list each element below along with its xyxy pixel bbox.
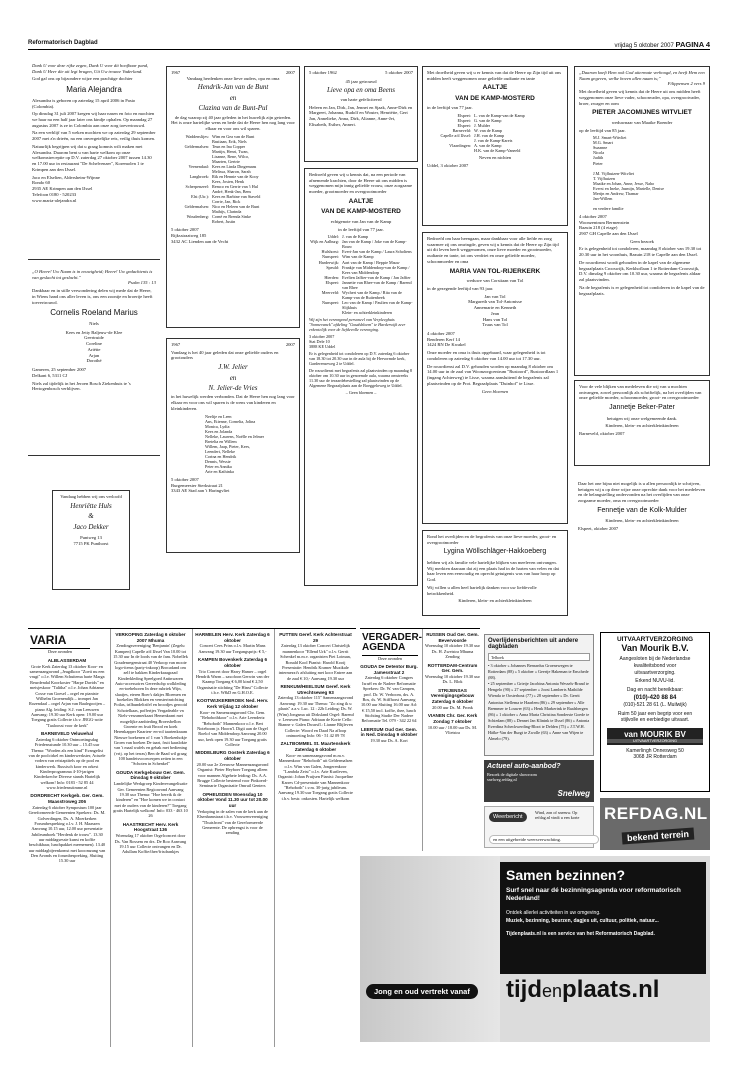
family-row: Elspeet: J. Mulder: [457, 123, 491, 129]
family-member: Suzanne: [593, 145, 608, 151]
agenda-title: VERGADER- AGENDA: [362, 632, 423, 653]
family-member: Margareth van Tol-Antonisse: [468, 299, 522, 305]
family-member: Willem, Jaap, Pieter, Kees,: [205, 443, 251, 449]
family-row: Elspeet: Jannette van Rhee-van de Kamp / Barend van Rhee: [325, 279, 412, 290]
refdag-ad[interactable]: [600, 798, 710, 850]
agenda-item-heading: RUSSEN Oud Ger. Gem. Bevervoorde: [426, 632, 479, 643]
family-row: Harderwijk: Aart van de Kamp / Beppie Mauw: [318, 259, 400, 265]
agenda-item-heading: ZALTBOMMEL St. Maartenskerk Zaterdag 6 oktober: [280, 741, 351, 753]
notice-maria-alejandra: Dank U voor deze rijke zegen, Dank U voor dit hoofbaar pand, Dank U Heer die uit legt brugen, Uit Uw trouwe Vaderland. God gaf ons op bijzondere wijze een prachtige dochter Maria Alejandra Alexandra is geboren op zaterdag 15 april 2006 in Pasto (Colombia). Op dinsdag 31 juli 2007 kregen wij haar nasen en foto en mochten we haar na een half jaar later ons kindje ophalen. Op maandag 27 augustus 2007 is ze in Colombia aan onze zorg toevertrouwd. Na een verblijf van 5 weken mochten we op zaterdag 29 september 2007 met z'n drieën, na een onvergetelijke reis, veilig thuis komen. Natuurlijk begrijpen wij dat u graag komnis wilt maken met Alexandra. Daarom bent u van harte welkom op onze welkomstreceptie op D.V. zaterdag 27 oktober 2007 tussen 14.30 en 17.00 uur in restaurant "De Schelvenaer", Koremolen 1 te Krimpen aan den IJssel. Jaco en Elselien, Aldersheim-Wijnne Rondo 60 2935 AE Krimpen aan den IJssel Telefoon 0180 - 520233 www.maria-alejandra.nl: [28, 60, 160, 260]
family-list: [427, 113, 563, 153]
tijdenplaats-ad[interactable]: Samen bezinnen? Surf snel naar dé bezinningsagenda voor reformatorisch Nederland! Ontdek allerlei activiteiten in uw omgeving. Muziek, bezinning, beurzen, dagjes uit, cultuur, politiek, natuur... Tijdenplaats.nl is een service van het Reformatorisch Dagblad. Jong en oud vertrekt vanaf tijdenplaats.nl: [360, 856, 710, 1042]
agenda-column-1: [360, 661, 418, 851]
vergader-agenda-section: [360, 628, 480, 854]
family-row: Speuld: Frankje van Middendorp-van de Kamp / Kees van Middendorp: [326, 264, 410, 275]
family-row: Martijn, Henri, Twan,: [212, 148, 249, 154]
agenda-item-text: Woensdag 17 oktober Orgelconcert door Ds. Van Rossem en drs. De Roo Aanvang 19.15 uur Collecte ontvangen en Dr. Adullam Koffie/thee/frisdrankjes: [114, 833, 187, 855]
ad-photo: [360, 856, 500, 1042]
notice-fennetje: Daar het one bijna niet mogelijk is u allen persoonlijk te schrijven, betuigen wij u op deze wijze onze oprechte dank voor het medeleven en de belangstelling ondervonden na het overlijden van onze zorgzame moeder, oma en overgrootmoeder Fennetje van de Kolk-Mulder Kinderen, klein- en achterkleinkinderen Elspeet, oktober 2007: [578, 481, 705, 532]
notice-aaltje: Bedroefd geven wij u kennis dat, na een periode van afnemende krachten, door de Heere uit ons midden is weggenomen mijn innig geliefde vrouw, onze zorgzame moeder, grootmoeder en overgrootmoeder AALTJE VAN DE KAMP-MOSTERD echtgenote van Jan van de Kamp in de leeftijd van 77 jaar. Uddel: J. van de Kamp Wijk en Aalburg: Jan van de Kamp / Joke van de Kamp-Bouw Hulshorst: Evert-Jan van de Kamp / Laura Scholtens Nunspeet: Wim van de Kamp Harderwijk: Aart van de Kamp / Beppie Mauw Speuld: Frankje van Middendorp-van de Kamp / Kees van Middendorp Hierden: Evelien Jaffier-van de Kamp / Jan Jaffier Elspeet: Jannette van Rhee-van de Kamp / Barend van Rhee Meerveld: Wychert van de Kamp / Rita van de Kamp-van de Ruitenbeek Nunspeet: Leo van de Kamp / Paulien van de Kamp-Slijkhuis Klein- en achterkleinkinderen Wij zijn het verzorgend personeel van Verpleeghuis "Sonnevanck" afdeling "Goudsbloem" te Harderwijk zeer erkentelijk voor de liefdevolle verzorging. 3 oktober 2007 Stat Dele 10 3888 KE Uddel Er is gelegenheid tot condoleren op D.V. zaterdag 6 oktober van 18.30 tot 20.30 uur in de aula bij de Hervormde kerk, Garderenseweg 2 te Uddel. De rouwdienst met begrafenis zal plaatsvinden op maandag 8 oktober om 10.30 uur in genoemde aula, waarna omstreeks 11.30 uur de teraardebestelling zal plaatsvinden op de Algemene Begraafplaats aan de Boeggeloweg te Uddel. – Geen bloemen –: [304, 168, 418, 586]
agenda-item-text: Koor- en samenzangavond m.m.v. Mannenkoor "Rehoboth" uit Geldermalsen o.l.v. Wim van Galen, Jongerenkoor "Lambda Zeist" o.l.v. Arie Kurtleven, Organist: Johan Pruijsen Pianist: Jacqueline Karres Cd-presentatie van Mannenkoor "Rehoboth" i.v.m. 30-jarig jubileum. Aanvang 19.30 uur Toegang gratis Collecte t.b.v. bestr. onkosten. Hartelijk welkom: [277, 752, 354, 801]
family-member: Ans, Etienne, Cornelia, Jolina: [205, 418, 256, 424]
family-member: Jan van Tol: [484, 293, 506, 299]
agenda-subtitle: Deze avonden: [362, 655, 418, 661]
family-row: Elspeet: L. van de Kamp-van de Kamp: [457, 113, 525, 119]
family-member: Judith: [593, 155, 604, 161]
tijdenplaats-logo: tijdenplaats.nl: [506, 976, 660, 1003]
family-row: Veenendaal: Kees en Linda Dingemans: [188, 164, 257, 170]
agenda-item-heading: PUTTEN Geref. Kerk Achterstraat 29: [279, 632, 352, 643]
family-row: Wijk en Aalburg: Jan van de Kamp / Joke van de Kamp-Bouw: [310, 239, 407, 250]
varia-column-3: [192, 629, 270, 1047]
agenda-item-text: 20.00 uur 2e Zeeuwse Mannenzangavond Organist: Pieter Heyboer Toegang alleen voor mannen Algeheie leiding: Ds. A.A. Brugge Collecte bestemd voor Pinkoerd-Seminarie Organisatie Omruil Genters: [196, 761, 269, 789]
weerbericht-ad[interactable]: Weerbericht Wind, zon of sneeuw. Op refdag.nl vindt u een korte en een uitgebreide weersverwachting.: [484, 806, 594, 848]
agenda-item-heading: HAASTRECHT Herv. Kerk Hoogstraat 136: [122, 821, 179, 833]
agenda-item-text: Landelijke Werkgroep Kinderevangelisatie Ger. Gemeenten Regioavond Aanvang 19.30 uur Thema: "Hoe bereik ik de kinderen" en "Hoe komen we in contact met de ouders van de kinderen?" Toegang gratis Hartelijk welkom! Info: 033 - 463 10 26: [113, 781, 188, 819]
family-row: André, Henk-Jan, Bens: [212, 189, 252, 195]
family-row: Langbroek: Rik en Hennie van de Kooy: [189, 174, 259, 180]
varia-title: VARIA: [30, 633, 67, 647]
family-member: Hans van Tol: [482, 316, 508, 322]
family-member: Maaike en Johan, Anne, Jesse, Naho: [593, 180, 655, 186]
notice-beens: 5 oktober 1962 5 oktober 2007 45 jaar getrouwd Lieve opa en oma Beens van harte gefeliciteerd Heleen en Jan, Dirk, Jan, Jennet en Sjaak, Anne-Dirk en Margreet, Johanna, Rudolf en Wouter, Henriëtte, Gert Jan, Annelieke, Anna, Dirk, Alianne, Anne-Jet, Elisabeth, Esther, Anneri.: [304, 66, 418, 162]
family-member: J.M. Vijfhuizen-Witvliet: [593, 170, 635, 176]
family-list: [171, 414, 295, 474]
family-member: Kees en Jolanda: [205, 428, 233, 434]
family-member: M.J. Smart-Witvliet: [593, 135, 627, 141]
van-mourik-ad: UITVAARTVERZORGING Van Mourik B.V. Aangesloten bij de Nederlandse kwaliteitsbond voor uitvaartverzorging. Erkend NUVU-lid. Dag en nacht bereikbaar: (010)-420 88 84 (010)-521 28 61 (L. Muilwijk) Ruim 50 jaar een begrip voor een stijlvolle en eerbiedige uitvaart. van MOURIK BV UITVAARTVERZORGING Kamerlingh Onnesweg 50 3068 JR Rotterdam: [600, 632, 710, 792]
family-member: Everst en Ineke, Jasmijn, Marielle, Denise: [593, 185, 664, 191]
page-date: vrijdag 5 oktober 2007 PAGINA 4: [614, 40, 710, 49]
family-row: Elspeet: G. van de Kamp: [457, 118, 502, 124]
snelweg-ad[interactable]: Actueel auto-aanbod? Bezoek de digitale showroom snelweg.refdag.nl Snelweg: [484, 760, 594, 802]
agenda-item-heading: GOUDA De Detentor Burg. Jamesstraat 2: [360, 664, 418, 675]
agenda-item-heading: ALBLASSERDAM: [47, 658, 87, 663]
paper-name: Reformatorisch Dagblad: [28, 40, 98, 46]
family-row: Melissa, Sharon, Sarah: [212, 169, 251, 175]
family-row: Capelle a/d IJssel: J.H. van de Kamp: [440, 133, 505, 139]
agenda-item-heading: MIDDELBURG Oosterk Zaterdag 6 oktober: [195, 750, 270, 762]
varia-subtitle: Deze avonden: [30, 648, 90, 654]
family-row: H.K. van de Kamp-Vaneeld: [474, 148, 521, 154]
refdag-tagline: bekend terrein: [622, 828, 695, 845]
family-member: en verdere familie: [593, 205, 624, 211]
notice-lygina: Rond het overlijden en de begrafenis van onze lieve moeder, groot- en overgrootmoeder Lygina Wöllschläger-Hakkoeberg hebben wij als familie vele hartelijke blijken van meeleven ontvangen. Wij merkten daaraan dat zij een plaats had in de harten van velen en dat haar leven een eenvoudig en oprecht getuigenis was van haar hoop op God. Wij willen u allen heel hartelijk danken voor uw liefdevolle betrokkenheid. Kinderen, klein- en achterkleinkinderen: [422, 530, 568, 616]
agenda-item-heading: ROTTERDAM-Centrum Ger. Gem.: [427, 662, 478, 674]
family-member: Nicola: [593, 150, 605, 156]
agenda-item-heading: RENKUM/HEELSUM Geref. Kerk Utrechtseweg 93: [280, 683, 351, 695]
page-header: [28, 40, 710, 50]
family-row: Waddenslijes: Wim en Gea van de Bunt: [185, 133, 255, 139]
agenda-item-heading: OPHEUSDEN Woensdag 10 oktober Vond 11.30 uur tot 20.00 uur: [197, 791, 268, 809]
agenda-item-text: 10.00 uur / 18.00 uur Ds. M. Vlietstra: [427, 724, 478, 736]
family-row: Nunspeet: Leo van de Kamp / Paulien van de Kamp-Slijkhuis: [322, 299, 413, 310]
agenda-item-text: Grote Kerk Zaterdag 13 oktober Koor- en samenzangavond „Jeugdkoor "Zoeti nu een vrugt" o.l.v. Willem Schuitema harte Marga Reurdendal Koorkoster "Harpe Davids" en meisjeskoor "Talitha" o.l.v. Johan Adrianse Cosse van Goesel – orgel en pianiste Wilhelm Groenendijk – trompet Jan Rozendaal – orgel Arjan van Baalegooijen – piano Alg. leiding: S.J. van Leeuwen Aanvang: 19.30 uur Kerk open: 19.00 uur Toegang gratis Collecte t.b.v. JBGG-actie "Taaloosst voor de kerk": [28, 663, 106, 728]
varia-column-1: [28, 655, 106, 1047]
family-member: Neeltje en Leen: [205, 413, 232, 419]
family-row: Maarten, Gertrie: [212, 159, 240, 164]
telboek-search-field[interactable]: Telboek: [488, 653, 590, 661]
agenda-item-text: Concert Cees Prins o.l.v. Martin Mans Aanvang 19.30 uur Toegangsprijs: € 5,-: [198, 643, 267, 654]
family-member: Truus van Tol: [482, 322, 508, 328]
family-row: Mathijs, Clarinda: [212, 209, 242, 215]
agenda-item-text: Zaterdag 6 oktober Symposium 100 jaar Gereformeerde Gemeenten Sprekers: Ds. M. Golverdingen, Ds. A. Moerkerken Forumbespreking o.l.v. J. H. Maaszen Aanvang 10.15 uur, 12.00 uur presentatie Jubileumboek "Herdenk de trouw". 13.30 uur middagsessie kunst en koffie beschikbaar, lunchpakket meenemen). 13.40 uur middagbijeenkomst met kooomzang van Den Avonds en forumbespreking. Sluiting 15.30 uur: [28, 804, 106, 864]
agenda-item-text: Zaterdag 13 oktober 115" Samenzangavond Aanvang: 19.30 uur Thema: "Zo zing ik u plaats" a.a.v. Luc. 12 : 22b Leiding: Ds. W. (Wim) Jongsma uit Dirksland Orgel: Barend v. Leeuwen Piano: Adriaan de Korte Cello: Bianne v. Galen Dwarsfl.: Lianne Blijleven Collecte: Woord en Daad Na afloop ontmoeting Info: 06 - 51 42 09 78: [277, 695, 354, 738]
family-row: Uddel: J. van de Kamp: [327, 234, 369, 240]
agenda-item-heading: VERKOPING Zaterdag 6 oktober 2007 Mhuma: [115, 632, 186, 643]
agenda-item-heading: DORDRECHT Kerkgeb. Ger. Gem. Maasstroweg 206: [30, 793, 104, 805]
agenda-column-2: [422, 629, 480, 851]
family-member: Jan-Willem: [593, 195, 613, 201]
family-row: Kees, Josien, Henk: [212, 179, 245, 185]
birth-name: Maria Alejandra: [66, 85, 122, 95]
family-member: Arie en Kathinka: [205, 468, 234, 474]
overlijden-box: Overlijdensberichten uit andere dagbladen Telboek • 3 oktober » Johannes Bernardus Groenewegen te Rotterdam (88) » 5 oktober » Geertje Hakeman te Enschede (88). • 25 september » Grietje Jacobina Antonia Wessels-Brand te Hengelo (90) » 27 september » Joost Lamberts Mathilde Wienda te Oosterhout (77) » 28 september » Dr. Gerrit Antonius Stellema te Haarlem (86) » 29 september » Alle Bremmer te Louwer (63) » Henk Markerink te Raalsbergen (86) » 1 oktober » Anna Maria Christina Sonderste Goede te Schiedam (88) » Dennet Jan Klinink te IJssel (86) » Antonia Everdina Scheckwerding-Bloot te Delden (75) » J.T.W.H. Häfke-Van der Burgt te Zwolle (63) » Anne van Wijen te Almelo (79).: [484, 634, 594, 756]
family-list: [171, 134, 295, 225]
van-mourik-logo: van MOURIK BV UITVAARTVERZORGING: [607, 728, 703, 745]
agenda-item-heading: BARNEVELD Veluwehal: [40, 731, 94, 737]
family-row: Geldermalsen: Teun en Ina Copper: [184, 143, 246, 149]
varia-section: [28, 628, 356, 1048]
varia-column-2: [110, 629, 188, 1047]
family-member: Dennis, Wessie: [205, 458, 231, 464]
agenda-item-heading: HARMELEN Herv. Kerk Zaterdag 6 oktober: [195, 632, 270, 643]
family-row: Meerveld: Wychert van de Kamp / Rita van de Kamp-van de Ruitenbeek: [321, 289, 402, 300]
agenda-item-text: Zaterdag 6 oktober Congres Israël en de Nadere Reformatie Sprekers: Dr. W. van Campen, prof. Dr. W. Verboom, drs. A. Bos, ds. W. Stiffhorst Aanvang 10.00 uur Sluiting 16.00 uur Ad: € 15,50 incl. koffie, thee, lunch Stichting Studie Der Nadere Reformatie Tel. 079 - 342 22 64: [361, 675, 417, 724]
notice-jannetje: Voor de vele blijken van medeleven die wij van u mochten ontvangen, zowel persoonlijk als schriftelijk, na het overlijden van onze geliefde moeder, schoonmoeder, groot- en overgrootmoeder Jannetje Beker-Pater betuigen wij onze welgemeende dank. Kinderen, klein- en achterkleinkinderen Barneveld, oktober 2007: [574, 380, 710, 466]
agenda-item-text: Zaterdag 13 oktober Concert Christelijk mannenkoor "Ellend Urk" o.l.v. Gerrit Schenkel m.m.v. organisten Piet Loiman, Ronald Kool Pianist: Harold Kooij Presentatie: Hendrik Kramer Muzikale intermezzi's afsluiting met koor Entree aan de zaal € 10,- Aanvang 19.30 uur: [278, 643, 353, 681]
family-row: Hierden: Evelien Jaffier-van de Kamp / Jan Jaffier: [324, 274, 411, 280]
family-list: [579, 135, 705, 210]
family-member: Leendert, Nelleke: [205, 448, 235, 454]
family-list: [309, 234, 413, 315]
notice-pieter: „Daarom koeft Hem ook God uitermate verhoogd, en heeft Hem een Naam gegeven, welke boven allen naam is;" Filippensen 2 vers 9 Met droefheid geven wij kennis dat de Heere uit ons midden heeft weggenomen onze lieve vader, schoonvader, opa, overgrootvader, broer, zwager en oom PIETER JACOMIJNES WITVLIET weduwnaar van Maaike Boender op de leeftijd van 85 jaar. M.J. Smart-Witvliet M.G. Smart Suzanne Nicola Judith Pieter J.M. Vijfhuizen-Witvliet T. Vijfhuizen Maaike en Johan, Anne, Jesse, Naho Everst en Ineke, Jasmijn, Marielle, Denise Merijn en Andrew, Thamar Jan-Willem en verdere familie 4 oktober 2007 Woonzentrum Bermenstein Bazuin 218 (4 etage) 2907 GH Capelle aan den IJssel Geen bezoek Er is gelegenheid tot condoleren, maandag 8 oktober van 19.30 tot 20.30 uur in het woonhuis, Bazuin 218 te Capelle aan den IJssel. De rouwdienst wordt gehouden in de kapel van de algemene begraafplaats Crooswijk, Kerkhoflaan 1 te Rotterdam-Crooswijk, D.V. dinsdag 9 oktober om 10.30 uur, waarna de begrafenis aldaar zal plaatsvinden. Na de begrafenis is er gelegenheid tot condoleren in de kapel van de begraafplaats.: [574, 66, 710, 376]
family-row: Lisanne, Rene, Wilco,: [212, 153, 250, 159]
family-row: J. van de Kamp-Kareis: [474, 138, 513, 144]
family-member: Jean: [490, 310, 500, 316]
family-list: [427, 294, 563, 328]
weerbericht-label: Weerbericht: [489, 812, 527, 822]
family-member: Bretelta en Willem: [205, 438, 237, 444]
agenda-item-text: Koor- en Samenzangavond Chr. Gem. "Rehobothkoor" o.l.v. Arie Leendertz "Rehoboth" Mannenkoor o.l.v. Bert Noteboom jr. Hoorn'l. Digti aan de Orgel Roelof van Middendorp Aanvang 20.00 uur, kerk open 19.30 uur Toegang gratis Collecte: [197, 709, 268, 748]
family-row: Vlaardingen: A. van de Kamp: [449, 143, 502, 149]
agenda-item-text: Verkoping in de zalen van de kerk aan de Elsenhamstraat t.b.v. Vrouwenvereniging "Thuisfront" van de Gereformeerde Gemeente. De opbrengst is voor de zending: [197, 808, 268, 836]
notice-engagement: Vandaag hebben wij ons verloofd Henriëtte Huls & Jaco Dekker Puntweg 13 7715 PK Punthorst: [52, 490, 130, 590]
family-member: Peter en Annika: [205, 463, 232, 469]
family-row: Scherpenzeel: Remco en Gerrie van 't Hul: [185, 184, 258, 190]
family-member: Monica, Lydia: [205, 423, 230, 429]
refdag-logo: REFDAG.NL: [604, 804, 708, 823]
agenda-item-heading: GOUDA Kerkgebouw Ger. Gem. Dinsdag 9 oktober: [116, 769, 185, 781]
family-member: Merijn en Andrew, Thamar: [593, 190, 639, 196]
family-member: Corina en Hendrik: [205, 453, 237, 459]
family-row: Klein- en achterkleinkinderen: [342, 309, 392, 315]
agenda-item-heading: LEERSUM Oud Ger. Gem. in Ned. Dinsdag 9 oktober: [360, 726, 418, 738]
agenda-item-text: 20.00 uur Ds. M. Pronk: [432, 704, 473, 710]
ad-tagline: Jong en oud vertrekt vanaf: [366, 984, 478, 999]
family-row: Elst (Utr.): Kees en Barbine van Staveld: [191, 194, 261, 200]
family-member: Annemarie en Kenneth: [473, 305, 517, 311]
notice-jelier: 1967 2007 Vandaag is het 40 jaar geleden dat onze geliefde ouders en grootouders J.W. Jelier en N. Jelier-de Vries in het huwelijk werden verbonden. Dat de Heere hen nog lang voor elkaar en voor ons wil sparen is de wens van kinderen en kleinkinderen. Neeltje en Leen Ans, Etienne, Cornelia, Jolina Monica, Lydia Kees en Jolanda Nelleke, Laurens, Noëlle en Jelmer Bretelta en Willem Willem, Jaap, Pieter, Kees, Leendert, Nelleke Corina en Hendrik Dennis, Wessie Peter en Annika Arie en Kathinka 5 oktober 2007 Burgemeester Sterkstraat 21 3343 AE Stad aan 't Haringvliet: [166, 338, 300, 553]
agenda-item-heading: KAMPEN Bovenkerk Zaterdag 6 oktober: [197, 657, 268, 668]
agenda-item-text: Trio Concert door Harry Hamer – orgel Hendrik Warm – saxofoon Gerwin van der Kaamp Toegang € 6,00 kind € 2,50 Organisatie stichting "De Hinst" Collecte t.b.v. W&D en G.H.O.E.: [195, 668, 270, 696]
snelweg-logo: Snelweg: [557, 789, 590, 798]
family-row: Barneveld: W. van de Kamp: [452, 128, 502, 134]
varia-column-4: [274, 629, 354, 1047]
family-member: Pieter: [593, 160, 603, 166]
agenda-item-heading: KOOTWIJKERBROEK Ned. Herv. Kerk Vrijdag 12 oktober: [196, 698, 269, 710]
birth-name: Cornelis Roeland Marius: [50, 308, 138, 318]
family-row: Woudenberg: Cornè en Brenda Sinke: [186, 214, 251, 220]
agenda-item-text: Zaterdag 6 oktober Ontmoetingsdag Friedensstunde 10.30 uur – 15.45 uur Thema: "Worden als een kind" Evangelist van de poolcirkel en kinderwerkster, Actuele vodern van reistaptitels op de pool en kinderwerk. Russisch koor en orkest Kinderprogramma 4-10-jarigen Kinderkreche Diverse stands Hartelijk welkom! Info: 0183 - 52 85 44 www.friedensstimme.nl: [28, 736, 106, 791]
family-row: Nunspeet: Wim van de Kamp: [322, 254, 374, 260]
agenda-item-heading: VIANEN Chr. Ger. Kerk Zondag 7 oktober: [427, 713, 478, 725]
family-row: Robert, Justin: [212, 219, 236, 225]
agenda-item-heading: STRIJENSAS Verenigingsgebouw Zaterdag 6 oktober: [430, 687, 475, 705]
family-member: Nelleke, Laurens, Noëlle en Jelmer: [205, 433, 265, 439]
family-member: M.G. Smart: [593, 140, 613, 146]
notice-maria-van-tol: Bedroefd om haar heengaan, maar dankbaar voor alle liefde en zorg waarmee zij ons omringde, geven wij u kennis dat de Heere op Zijn tijd uit dit leven heeft weggenomen, onze lieve moeder en grootmoeder, oudtante en tante, tot ons verdriet en onze geliefde moeder, schoonmoeder en oma MARIA VAN TOL-RIJERKERK weduwe van Corstiaan van Tol in de gezegende leeftijd van 93 jaar. Jan van Tol Margareth van Tol-Antonisse Annemarie en Kenneth Jean Hans van Tol Truus van Tol 4 oktober 2007 Benderen Kerf 14 1424 RN De Kwakel Onze moeder en oma is thuis opgebaard, waar gelegenheid is tot condoleren op zaterdag 6 oktober van 14.00 uur tot 17.30 uur. De rouwdienst zal D.V. gehouden worden op maandag 8 oktober om 14.00 uur in de zaal van Woonzorgcentrum "Rustoord", Rustoordlaan 1 (ingang Achterweg) te Lisse, waarna aansluitend de begrafenis zal plaatsvinden op de Prot. Begraafplaats "Duinhof" te Lisse. Geen bloemen: [422, 232, 568, 524]
family-row: Hulshorst: Evert-Jan van de Kamp / Laura Scholtens: [321, 249, 412, 255]
family-row: Bastiaan, Erik, Niels: [212, 138, 247, 144]
agenda-item-text: Zendingsvereniging 'Benjamin' (Zegelu Kampen) Capelle a/d IJssel Van 10.00 tot 15.30 uur In de loods van de fam. Nobellek Goudenregenstraat 40 Verkoop van mooie logo-items (party-inkoop) Brocadand om zelf te bakken Kinderkraagraad Kinderkleding Speelgoed Antinwaren Auto-accessoires Gereedschp wolkleding en-toebehoren In deze rubriek Wijn, slaatjes, eieren Boer's dakjes Bloemen en boekelies Blokken en vensterinrichting Potlas, trilbundeltrifel en broodjes gerooid Schotelkaas, poffertjes Vergadeable vn Niels-verzamerkaart Hemenkrant met mogelijke aanbieding Broersbellon Groente en fruit Brood en koek Herenkapper Knarten- en-rol taartenkraam Nieuwe boekenen of 1 van 't Boekenhokje Groen van boeken De taart, fruit kaaslokte van 't maal wafels en gebak met bediening (vrij. op het terras) Ben de Baad wil graag 100 handeisvoorwerpen zetten in een "Schoten in Schenkel": [113, 643, 188, 767]
notice-aaltje-family: Met droefheid geven wij u er kennis van dat de Heere op Zijn tijd uit ons midden heeft weggenomen onze geliefde oudtante en tante AALTJE VAN DE KAMP-MOSTERD in de leeftijd van 77 jaar. Elspeet: L. van de Kamp-van de Kamp Elspeet: G. van de Kamp Elspeet: J. Mulder Barneveld: W. van de Kamp Capelle a/d IJssel: J.H. van de Kamp J. van de Kamp-Kareis Vlaardingen: A. van de Kamp H.K. van de Kamp-Vaneeld Neven en nichten Uddel, 3 oktober 2007: [422, 66, 568, 226]
family-row: Corrie, Jan, Rick: [212, 199, 241, 205]
family-member: T. Vijfhuizen: [593, 175, 615, 181]
agenda-item-text: 19.30 uur Ds. A. Kort: [370, 738, 408, 744]
notice-hendrik-jan: 1967 2007 Vandaag herdenken onze lieve ouders, opa en oma Hendrik-Jan van de Bunt en Clazina van de Bunt-Pul de dag waarop zij 40 jaar geleden in het huwelijk zijn getreden. Het is onze hartelijke wens en bede dat de Heere hen nog lang voor elkaar en voor ons wil sparen. Waddenslijes: Wim en Gea van de Bunt Bastiaan, Erik, Niels Geldermalsen: Teun en Ina Copper Martijn, Henri, Twan, Lisanne, Rene, Wilco, Maarten, Gertrie Veenendaal: Kees en Linda Dingemans Melissa, Sharon, Sarah Langbroek: Rik en Hennie van de Kooy Kees, Josien, Henk Scherpenzeel: Remco en Gerrie van 't Hul André, Henk-Jan, Bens Elst (Utr.): Kees en Barbine van Staveld Corrie, Jan, Rick Geldermalsen: Nico en Heleen van de Bunt Mathijs, Clarinda Woudenberg: Cornè en Brenda Sinke Robert, Justin 5 oktober 2007 Rijksstraatweg 185 3432 AC Lienden aan de Vecht: [166, 66, 300, 328]
agenda-item-text: Woensdag 10 oktober 19.30 uur Ds. H. Zweistra Mhuma Zending: [425, 643, 480, 660]
notice-cornelis: „O Heere! Uw Naam is in eeuwigheid; Heere! Uw gedachtenis is van geslacht tot geslacht." Psalm 135 : 13 Dankbaar en in stille verwondering delen wij mede dat de Heere, in Wiens hand ons aller leven is, ons een zoontje en broertje heeft toevertrouwd. Cornelis Roeland Marius Niels Kees en Jetty Baljeuw-de Klee Geertruide Coreline Ariëtte Arjan Dorothé Gameren, 25 september 2007 Delkant 6, 5311 CJ Niels zal tijdelijk in het Jeroen Bosch Ziekenhuis te 's Hertogenbosch verblijven.: [28, 266, 160, 456]
family-row: Geldermalsen: Nico en Heleen van de Bunt: [184, 204, 260, 210]
agenda-item-text: Woensdag 10 oktober 19.30 uur Ds. L. Blok: [425, 674, 480, 685]
